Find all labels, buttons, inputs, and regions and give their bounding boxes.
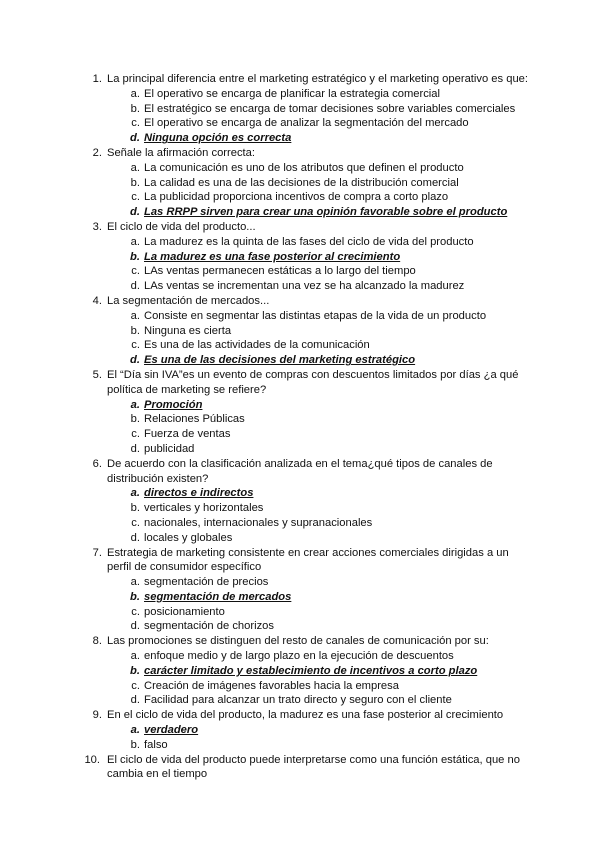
answer-option xyxy=(0,324,600,339)
question-text: La principal diferencia entre el marketing estratégico y el marketing operativo es que: xyxy=(107,73,529,85)
option-list xyxy=(0,235,600,294)
option-text: Ninguna opción es correcta xyxy=(144,132,292,145)
option-text: Facilidad para alcanzar un trato directo y seguro con el cliente xyxy=(144,694,452,707)
option-letter: b. xyxy=(130,738,140,751)
correct-answer-option xyxy=(0,486,600,501)
option-text: nacionales, internacionales y supranacionales xyxy=(144,516,373,529)
option-letter: b. xyxy=(130,250,140,263)
question-text: De acuerdo con la clasificación analizada en el tema¿qué tipos de canales de distribución existen? xyxy=(107,457,493,485)
option-list xyxy=(0,398,600,457)
question-number: 6. xyxy=(92,457,102,470)
answer-option xyxy=(0,738,600,753)
option-text: Creación de imágenes favorables hacia la empresa xyxy=(144,679,399,692)
option-letter: b. xyxy=(130,664,140,677)
option-letter: d. xyxy=(130,280,140,293)
option-text: posicionamiento xyxy=(144,605,225,618)
option-text: Promoción xyxy=(144,398,203,411)
option-text: verticales y horizontales xyxy=(144,502,264,515)
option-text: La madurez es la quinta de las fases del ciclo de vida del producto xyxy=(144,235,474,248)
option-text: Consiste en segmentar las distintas etapas de la vida de un producto xyxy=(144,309,487,322)
option-letter: d. xyxy=(130,442,140,455)
option-list xyxy=(0,649,600,708)
option-letter: c. xyxy=(131,117,140,130)
question-text: Las promociones se distinguen del resto de canales de comunicación por su: xyxy=(107,635,489,648)
question-number: 3. xyxy=(92,220,102,233)
question-number: 2. xyxy=(92,146,102,159)
option-text: El estratégico se encarga de tomar decisiones sobre variables comerciales xyxy=(144,102,516,115)
question-text: El ciclo de vida del producto puede interpretarse como una función estática, que no cambia en el tiempo xyxy=(107,753,520,781)
answer-option xyxy=(0,619,600,634)
correct-answer-option xyxy=(0,205,600,220)
option-text: Ninguna es cierta xyxy=(144,324,232,337)
question-text: La segmentación de mercados... xyxy=(107,294,270,307)
answer-option xyxy=(0,190,600,205)
answer-option xyxy=(0,531,600,546)
question-5 xyxy=(0,368,600,398)
correct-answer-option xyxy=(0,398,600,413)
option-text: La publicidad proporciona incentivos de compra a corto plazo xyxy=(144,191,449,204)
correct-answer-option xyxy=(0,664,600,679)
answer-option xyxy=(0,176,600,191)
option-letter: d. xyxy=(130,132,140,145)
answer-option xyxy=(0,309,600,324)
question-number: 9. xyxy=(92,709,102,722)
option-text: Es una de las actividades de la comunicación xyxy=(144,339,370,352)
correct-answer-option xyxy=(0,590,600,605)
option-letter: a. xyxy=(130,398,140,411)
question-8 xyxy=(0,634,600,649)
option-list xyxy=(0,309,600,368)
option-text: carácter limitado y establecimiento de incentivos a corto plazo xyxy=(144,664,478,677)
option-letter: c. xyxy=(131,605,140,618)
correct-answer-option xyxy=(0,723,600,738)
option-letter: b. xyxy=(130,176,140,189)
question-text: En el ciclo de vida del producto, la madurez es una fase posterior al crecimiento xyxy=(107,709,504,722)
question-number: 4. xyxy=(92,294,102,307)
question-number: 1. xyxy=(92,73,102,85)
answer-option xyxy=(0,412,600,427)
question-text: El “Día sin IVA”es un evento de compras con descuentos limitados por días ¿a qué política de marketing se refiere? xyxy=(107,368,519,396)
option-list xyxy=(0,486,600,545)
option-letter: b. xyxy=(130,502,140,515)
option-letter: b. xyxy=(130,413,140,426)
answer-option xyxy=(0,87,600,102)
option-text: locales y globales xyxy=(144,531,233,544)
option-text: El operativo se encarga de analizar la segmentación del mercado xyxy=(144,117,469,130)
answer-option xyxy=(0,427,600,442)
option-letter: b. xyxy=(130,102,140,115)
option-letter: b. xyxy=(130,324,140,337)
option-letter: a. xyxy=(130,235,140,248)
option-letter: a. xyxy=(130,724,140,737)
option-list xyxy=(0,723,600,753)
answer-option xyxy=(0,279,600,294)
option-letter: a. xyxy=(130,87,140,100)
option-text: LAs ventas se incrementan una vez se ha alcanzado la madurez xyxy=(144,280,465,293)
option-text: segmentación de precios xyxy=(144,576,269,589)
question-number: 5. xyxy=(92,368,102,381)
question-number: 8. xyxy=(92,635,102,648)
answer-option xyxy=(0,516,600,531)
option-letter: d. xyxy=(130,694,140,707)
question-10 xyxy=(0,753,600,783)
option-letter: c. xyxy=(131,191,140,204)
option-letter: c. xyxy=(131,428,140,441)
answer-option xyxy=(0,442,600,457)
question-9 xyxy=(0,708,600,723)
option-text: La comunicación es uno de los atributos que definen el producto xyxy=(144,161,464,174)
question-number: 10. xyxy=(84,753,100,766)
option-text: segmentación de mercados xyxy=(144,590,292,603)
option-text: El operativo se encarga de planificar la estrategia comercial xyxy=(144,87,441,100)
option-text: LAs ventas permanecen estáticas a lo largo del tiempo xyxy=(144,265,416,278)
option-text: Fuerza de ventas xyxy=(144,428,231,441)
option-text: directos e indirectos xyxy=(144,487,254,500)
option-text: Es una de las decisiones del marketing estratégico xyxy=(144,354,416,367)
quiz-document xyxy=(0,72,600,782)
question-text: El ciclo de vida del producto... xyxy=(107,220,256,233)
option-letter: c. xyxy=(131,679,140,692)
option-letter: a. xyxy=(130,650,140,663)
question-3 xyxy=(0,220,600,235)
option-text: Relaciones Públicas xyxy=(144,413,245,426)
answer-option xyxy=(0,501,600,516)
option-text: La madurez es una fase posterior al crecimiento xyxy=(144,250,401,263)
question-2 xyxy=(0,146,600,161)
option-text: Las RRPP sirven para crear una opinión favorable sobre el producto xyxy=(144,206,508,219)
answer-option xyxy=(0,264,600,279)
answer-option xyxy=(0,693,600,708)
correct-answer-option xyxy=(0,353,600,368)
answer-option xyxy=(0,575,600,590)
answer-option xyxy=(0,102,600,117)
option-text: enfoque medio y de largo plazo en la ejecución de descuentos xyxy=(144,650,454,663)
answer-option xyxy=(0,116,600,131)
option-list xyxy=(0,161,600,220)
answer-option xyxy=(0,679,600,694)
option-letter: c. xyxy=(131,339,140,352)
answer-option xyxy=(0,605,600,620)
answer-option xyxy=(0,235,600,250)
correct-answer-option xyxy=(0,131,600,146)
question-4 xyxy=(0,294,600,309)
option-letter: d. xyxy=(130,206,140,219)
option-text: publicidad xyxy=(144,442,195,455)
question-text: Señale la afirmación correcta: xyxy=(107,146,255,159)
option-list xyxy=(0,575,600,634)
option-text: segmentación de chorizos xyxy=(144,620,274,633)
question-text: Estrategia de marketing consistente en crear acciones comerciales dirigidas a un perfil de consumidor específico xyxy=(107,546,509,574)
question-number: 7. xyxy=(92,546,102,559)
option-text: verdadero xyxy=(144,724,199,737)
correct-answer-option xyxy=(0,250,600,265)
option-letter: d. xyxy=(130,620,140,633)
option-text: falso xyxy=(144,738,168,751)
option-letter: c. xyxy=(131,516,140,529)
answer-option xyxy=(0,161,600,176)
option-letter: c. xyxy=(131,265,140,278)
option-letter: a. xyxy=(130,309,140,322)
question-6 xyxy=(0,457,600,487)
answer-option xyxy=(0,649,600,664)
option-letter: d. xyxy=(130,354,140,367)
option-letter: a. xyxy=(130,576,140,589)
question-1 xyxy=(0,72,600,87)
option-letter: a. xyxy=(130,161,140,174)
option-letter: d. xyxy=(130,531,140,544)
option-letter: b. xyxy=(130,590,140,603)
question-7 xyxy=(0,546,600,576)
option-list xyxy=(0,87,600,146)
option-letter: a. xyxy=(130,487,140,500)
option-text: La calidad es una de las decisiones de la distribución comercial xyxy=(144,176,459,189)
answer-option xyxy=(0,338,600,353)
